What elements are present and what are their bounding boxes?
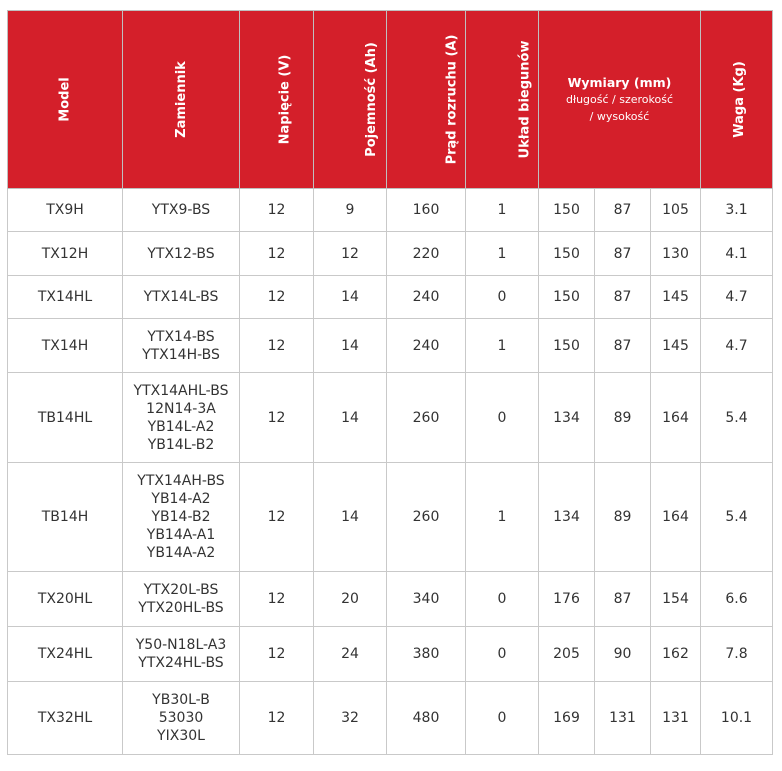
cell-height: 164 — [651, 463, 701, 572]
cell-cranking: 220 — [387, 232, 466, 276]
table-row — [8, 373, 773, 463]
cell-polarity: 0 — [466, 627, 539, 682]
cell-model: TB14HL — [8, 373, 123, 463]
cell-width: 131 — [595, 682, 651, 755]
cell-cranking: 160 — [387, 189, 466, 232]
cell-cranking: 340 — [387, 572, 466, 627]
replacement-code: YB14A-A2 — [146, 545, 216, 561]
cell-model: TX14H — [8, 319, 123, 373]
cell-model: TX9H — [8, 189, 123, 232]
replacement-code: YTX14AH-BS — [137, 473, 225, 489]
cell-replacements — [123, 319, 240, 373]
cell-weight: 4.1 — [701, 232, 773, 276]
cell-capacity: 14 — [314, 373, 387, 463]
cell-length: 176 — [539, 572, 595, 627]
cell-width: 87 — [595, 189, 651, 232]
replacement-code: YB14-A2 — [151, 491, 211, 507]
header-capacity: Pojemność (Ah) — [314, 11, 387, 189]
cell-height: 145 — [651, 276, 701, 319]
replacement-code: YTX14AHL-BS — [133, 382, 229, 399]
cell-replacements — [123, 189, 240, 232]
cell-length: 169 — [539, 682, 595, 755]
header-voltage: Napięcie (V) — [240, 11, 314, 189]
cell-width: 87 — [595, 319, 651, 373]
cell-polarity: 0 — [466, 572, 539, 627]
replacement-code: YTX9-BS — [151, 202, 211, 218]
dims-title: Wymiary (mm) — [567, 75, 672, 90]
table-row — [8, 319, 773, 373]
replacement-code: YTX14-BS — [147, 328, 215, 345]
cell-width: 87 — [595, 232, 651, 276]
replacement-code: YB14A-A1 — [146, 527, 216, 543]
replacement-code: YTX24HL-BS — [138, 655, 224, 671]
cell-height: 130 — [651, 232, 701, 276]
cell-voltage: 12 — [240, 682, 314, 755]
cell-width: 87 — [595, 572, 651, 627]
cell-model: TX14HL — [8, 276, 123, 319]
header-weight: Waga (Kg) — [701, 11, 773, 189]
cell-cranking: 380 — [387, 627, 466, 682]
cell-width: 89 — [595, 463, 651, 572]
cell-cranking: 260 — [387, 373, 466, 463]
cell-length: 134 — [539, 463, 595, 572]
replacement-code: YB14L-A2 — [147, 418, 215, 435]
cell-replacements — [123, 627, 240, 682]
cell-weight: 10.1 — [701, 682, 773, 755]
table-row — [8, 189, 773, 232]
cell-height: 154 — [651, 572, 701, 627]
cell-capacity: 24 — [314, 627, 387, 682]
cell-polarity: 1 — [466, 189, 539, 232]
cell-voltage: 12 — [240, 232, 314, 276]
table-row — [8, 276, 773, 319]
cell-voltage: 12 — [240, 319, 314, 373]
cell-width: 89 — [595, 373, 651, 463]
cell-weight: 3.1 — [701, 189, 773, 232]
cell-model: TX32HL — [8, 682, 123, 755]
replacement-code: YTX14L-BS — [143, 289, 219, 305]
replacement-code: YTX20L-BS — [143, 582, 219, 598]
cell-replacements — [123, 373, 240, 463]
cell-height: 164 — [651, 373, 701, 463]
cell-capacity: 14 — [314, 319, 387, 373]
cell-height: 131 — [651, 682, 701, 755]
cell-weight: 5.4 — [701, 373, 773, 463]
replacement-code: YTX12-BS — [147, 245, 215, 262]
cell-weight: 5.4 — [701, 463, 773, 572]
header-row — [8, 11, 773, 189]
cell-capacity: 12 — [314, 232, 387, 276]
cell-cranking: 260 — [387, 463, 466, 572]
battery-spec-table — [7, 10, 773, 755]
header-polarity: Układ biegunów — [466, 11, 539, 189]
header-replacement: Zamiennik — [123, 11, 240, 189]
header-cranking: Prąd rozruchu (A) — [387, 11, 466, 189]
cell-voltage: 12 — [240, 373, 314, 463]
cell-weight: 4.7 — [701, 319, 773, 373]
cell-cranking: 480 — [387, 682, 466, 755]
cell-replacements — [123, 682, 240, 755]
cell-capacity: 14 — [314, 276, 387, 319]
cell-replacements — [123, 232, 240, 276]
cell-capacity: 14 — [314, 463, 387, 572]
cell-length: 150 — [539, 232, 595, 276]
cell-capacity: 20 — [314, 572, 387, 627]
cell-voltage: 12 — [240, 463, 314, 572]
cell-length: 150 — [539, 189, 595, 232]
header-dimensions — [539, 11, 701, 189]
table-row — [8, 232, 773, 276]
cell-capacity: 9 — [314, 189, 387, 232]
cell-replacements — [123, 463, 240, 572]
header-model: Model — [8, 11, 123, 189]
cell-polarity: 1 — [466, 319, 539, 373]
replacement-code: Y50-N18L-A3 — [135, 637, 227, 653]
table-row — [8, 572, 773, 627]
replacement-code: YTX14H-BS — [142, 346, 220, 363]
replacement-code: YIX30L — [157, 728, 205, 744]
cell-cranking: 240 — [387, 276, 466, 319]
cell-voltage: 12 — [240, 572, 314, 627]
table-row — [8, 627, 773, 682]
cell-length: 150 — [539, 276, 595, 319]
cell-model: TX20HL — [8, 572, 123, 627]
replacement-code: 53030 — [158, 710, 204, 726]
table-row — [8, 682, 773, 755]
replacement-code: 12N14-3A — [146, 400, 216, 417]
cell-cranking: 240 — [387, 319, 466, 373]
cell-width: 90 — [595, 627, 651, 682]
dims-sub-2: / wysokość — [589, 110, 650, 123]
cell-voltage: 12 — [240, 627, 314, 682]
cell-model: TX24HL — [8, 627, 123, 682]
cell-height: 162 — [651, 627, 701, 682]
cell-weight: 6.6 — [701, 572, 773, 627]
table-row — [8, 463, 773, 572]
replacement-code: YB14-B2 — [151, 509, 211, 525]
cell-model: TX12H — [8, 232, 123, 276]
cell-polarity: 0 — [466, 682, 539, 755]
replacement-code: YB14L-B2 — [147, 436, 215, 453]
cell-replacements — [123, 572, 240, 627]
cell-length: 205 — [539, 627, 595, 682]
cell-replacements — [123, 276, 240, 319]
cell-height: 145 — [651, 319, 701, 373]
cell-voltage: 12 — [240, 276, 314, 319]
replacement-code: YB30L-B — [152, 692, 210, 708]
cell-weight: 7.8 — [701, 627, 773, 682]
cell-polarity: 1 — [466, 463, 539, 572]
dims-sub-1: długość / szerokość — [565, 93, 674, 106]
cell-polarity: 0 — [466, 373, 539, 463]
cell-length: 134 — [539, 373, 595, 463]
cell-capacity: 32 — [314, 682, 387, 755]
cell-width: 87 — [595, 276, 651, 319]
cell-polarity: 0 — [466, 276, 539, 319]
cell-weight: 4.7 — [701, 276, 773, 319]
cell-length: 150 — [539, 319, 595, 373]
cell-height: 105 — [651, 189, 701, 232]
cell-voltage: 12 — [240, 189, 314, 232]
cell-polarity: 1 — [466, 232, 539, 276]
cell-model: TB14H — [8, 463, 123, 572]
replacement-code: YTX20HL-BS — [138, 600, 224, 616]
